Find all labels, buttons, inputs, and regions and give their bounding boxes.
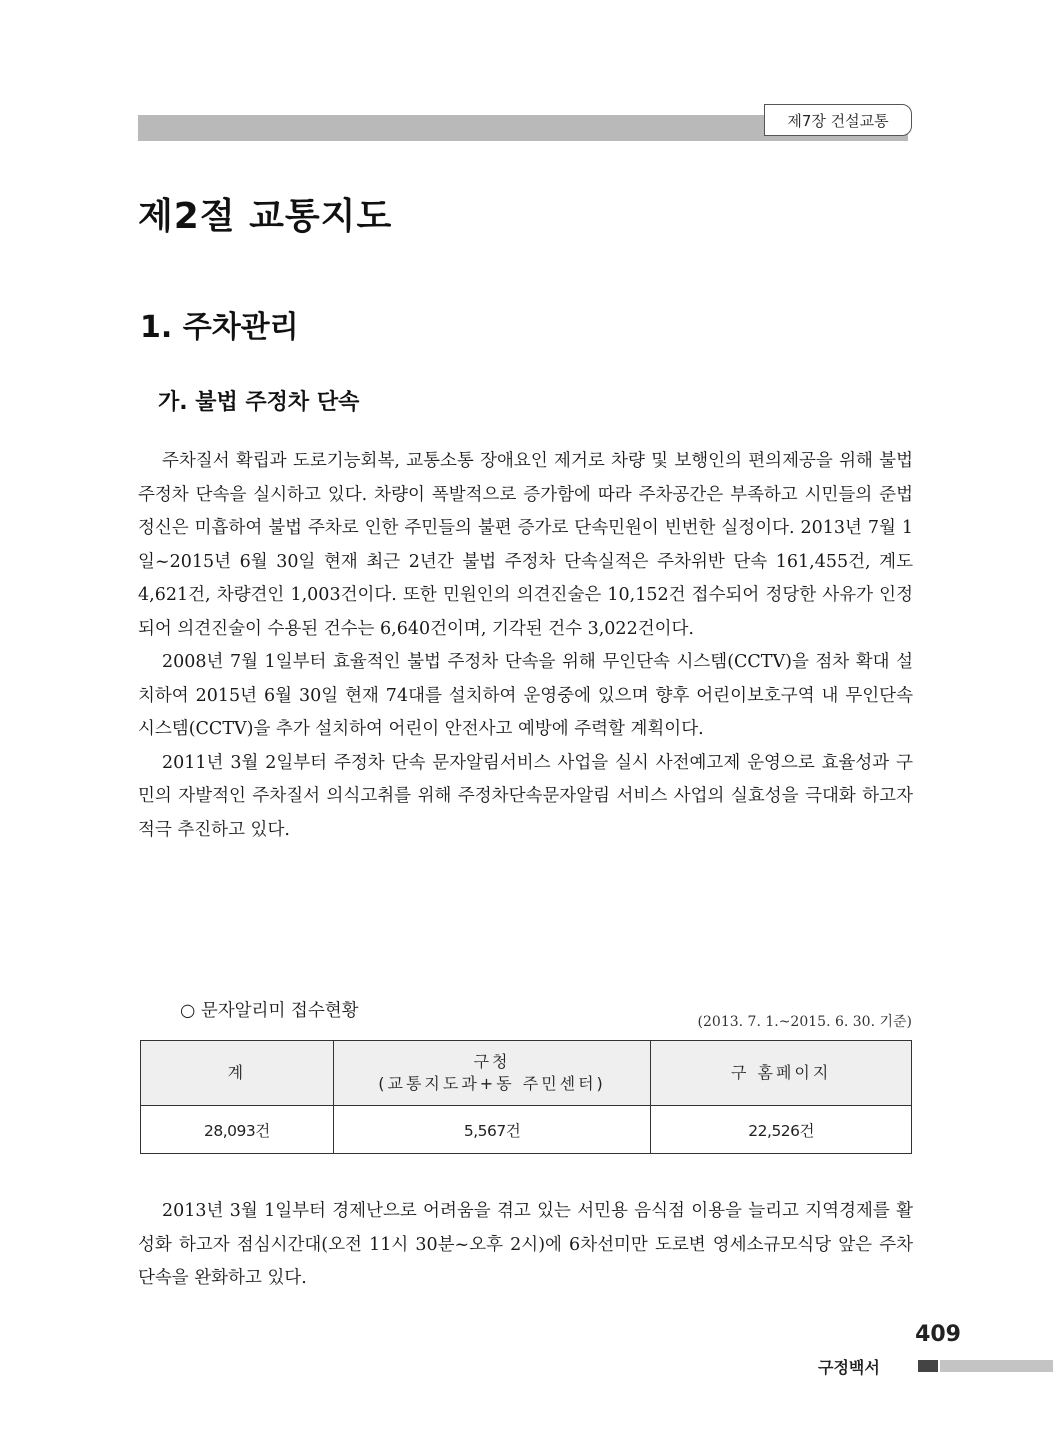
header-district-office	[333, 1041, 651, 1106]
cell-homepage: 22,526건	[651, 1106, 912, 1154]
cell-total: 28,093건	[141, 1106, 334, 1154]
page-number: 409	[915, 1322, 961, 1347]
table-basis-date: (2013. 7. 1.~2015. 6. 30. 기준)	[697, 1014, 912, 1030]
closing-paragraph: 2013년 3월 1일부터 경제난으로 어려움을 겪고 있는 서민용 음식점 이용을 늘리고 지역경제를 활성화 하고자 점심시간대(오전 11시 30분~오후 2시)에 6차선미만 도로변 영세소규모식당 앞은 주차단속을 완화하고 있다.	[138, 1201, 913, 1288]
header-homepage: 구 홈페이지	[651, 1041, 912, 1106]
subsubsection-title: 가. 불법 주정차 단속	[158, 390, 360, 415]
table-header-row	[141, 1041, 912, 1106]
table-caption: ○ 문자알리미 접수현황	[180, 1001, 359, 1021]
cell-district-office: 5,567건	[333, 1106, 651, 1154]
paragraph-2: 2008년 7월 1일부터 효율적인 불법 주정차 단속을 위해 무인단속 시스템(CCTV)을 점차 확대 설치하여 2015년 6월 30일 현재 74대를 설치하여 운영중에 있으며 향후 어린이보호구역 내 무인단속 시스템(CCTV)을 추가 설치하여 어린이 안전사고 예방에 주력할 계획이다.	[138, 652, 913, 739]
chapter-tab: 제7장 건설교통	[764, 104, 912, 136]
subsection-title: 1. 주차관리	[140, 310, 299, 345]
paragraph-1: 주차질서 확립과 도로기능회복, 교통소통 장애요인 제거로 차량 및 보행인의 편의제공을 위해 불법 주정차 단속을 실시하고 있다. 차량이 폭발적으로 증가함에 따라 주차공간은 부족하고 시민들의 준법정신은 미흡하여 불법 주차로 인한 주민들의 불편 증가로 단속민원이 빈번한 실정이다. 2013년 7월 1일~2015년 6월 30일 현재 최근 2년간 불법 주정차 단속실적은 주차위반 단속 161,455건, 계도 4,621건, 차량견인 1,003건이다. 또한 민원인의 의견진술은 10,152건 접수되어 정당한 사유가 인정되어 의견진술이 수용된 건수는 6,640건이며, 기각된 건수 3,022건이다.	[138, 451, 913, 639]
sms-reception-table	[140, 1040, 912, 1154]
section-title: 제2절 교통지도	[138, 196, 393, 237]
footer-bar-light	[940, 1360, 1053, 1372]
body-paragraphs	[138, 445, 913, 847]
closing-paragraph-block	[138, 1195, 913, 1296]
header-district-office-label: 구청	[473, 1052, 511, 1071]
header-district-office-sub: (교통지도과+동 주민센터)	[378, 1074, 606, 1093]
table-row	[141, 1106, 912, 1154]
footer-bar-dark	[918, 1360, 938, 1372]
header-total: 계	[141, 1041, 334, 1106]
book-title: 구정백서	[818, 1358, 880, 1377]
paragraph-3: 2011년 3월 2일부터 주정차 단속 문자알림서비스 사업을 실시 사전예고제 운영으로 효율성과 구민의 자발적인 주차질서 의식고취를 위해 주정차단속문자알림 서비스 사업의 실효성을 극대화 하고자 적극 추진하고 있다.	[138, 752, 913, 840]
